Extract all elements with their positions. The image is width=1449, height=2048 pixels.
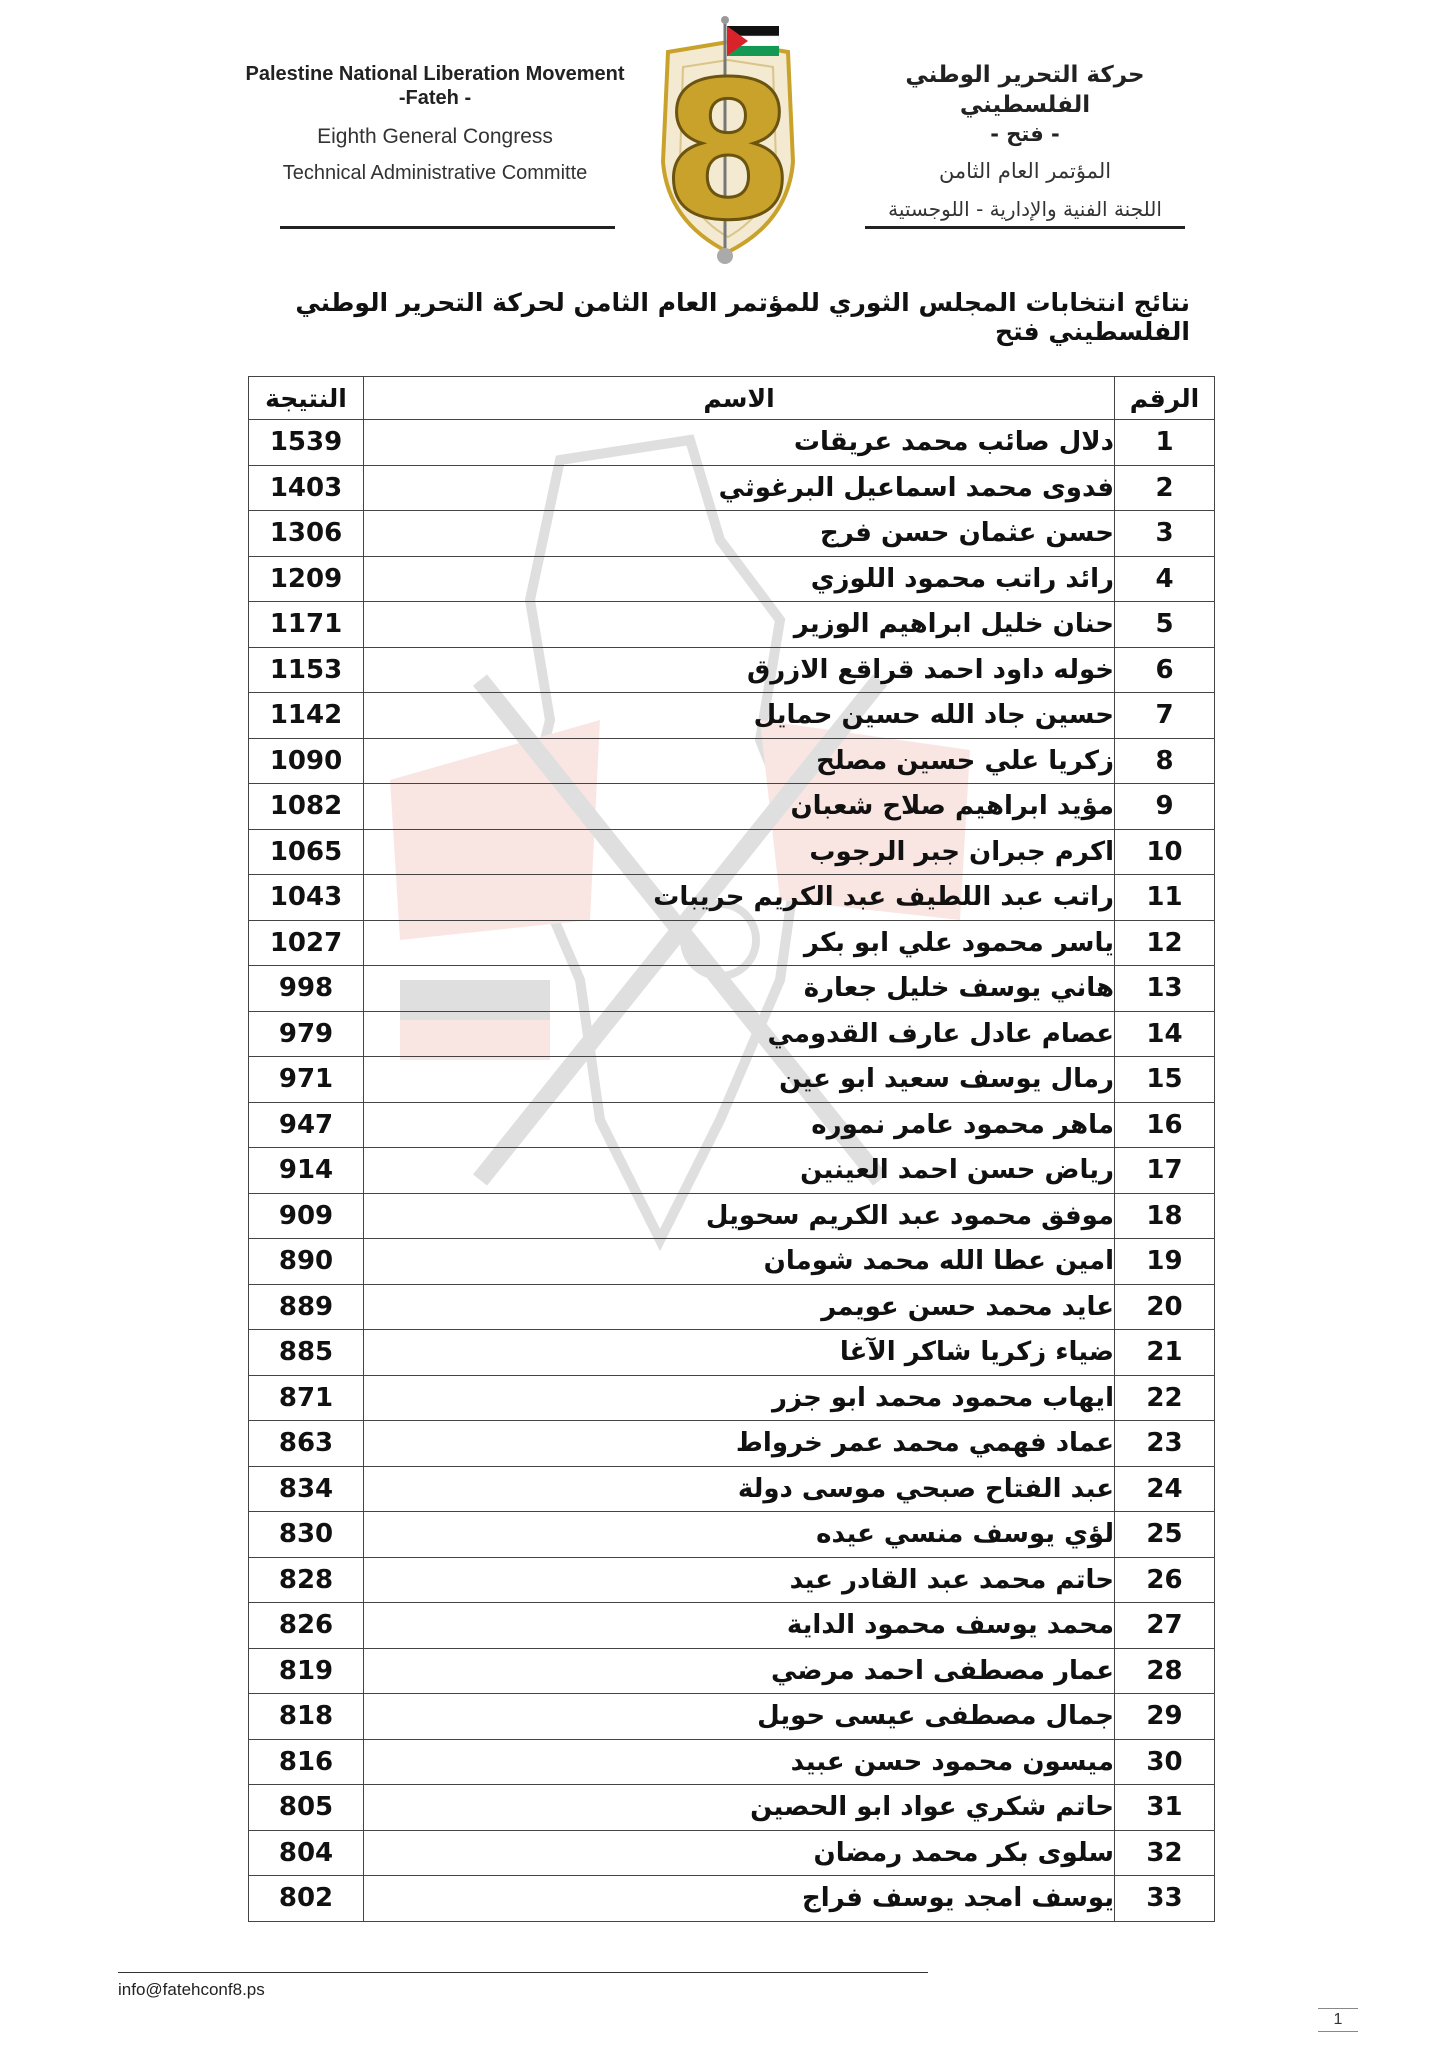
- row-result: 1306: [249, 511, 364, 557]
- table-row: [249, 920, 1215, 966]
- letterhead-arabic: [840, 60, 1210, 224]
- row-name: زكريا علي حسين مصلح: [364, 738, 1115, 784]
- org-fateh-en: -Fateh -: [398, 87, 472, 109]
- row-result: 1142: [249, 693, 364, 739]
- table-row: [249, 784, 1215, 830]
- row-result: 914: [249, 1148, 364, 1194]
- row-result: 998: [249, 966, 364, 1012]
- row-name: حنان خليل ابراهيم الوزير: [364, 602, 1115, 648]
- row-number: 27: [1115, 1603, 1215, 1649]
- table-row: [249, 1648, 1215, 1694]
- table-row: [249, 1603, 1215, 1649]
- row-number: 3: [1115, 511, 1215, 557]
- row-number: 25: [1115, 1512, 1215, 1558]
- row-name: سلوى بكر محمد رمضان: [364, 1830, 1115, 1876]
- org-fateh-ar: - فتح -: [990, 122, 1060, 146]
- row-number: 30: [1115, 1739, 1215, 1785]
- row-name: امين عطا الله محمد شومان: [364, 1239, 1115, 1285]
- table-body: [249, 420, 1215, 1922]
- results-table: [248, 376, 1215, 1922]
- row-result: 1082: [249, 784, 364, 830]
- footer-divider: [118, 1972, 928, 1973]
- row-result: 947: [249, 1102, 364, 1148]
- header-divider-left: [280, 226, 615, 229]
- table-header-row: [249, 377, 1215, 420]
- table-row: [249, 511, 1215, 557]
- column-header-number: الرقم: [1115, 377, 1215, 420]
- row-name: جمال مصطفى عيسى حويل: [364, 1694, 1115, 1740]
- table-row: [249, 602, 1215, 648]
- row-name: ضياء زكريا شاكر الآغا: [364, 1330, 1115, 1376]
- row-name: رياض حسن احمد العينين: [364, 1148, 1115, 1194]
- row-number: 29: [1115, 1694, 1215, 1740]
- row-name: عماد فهمي محمد عمر خرواط: [364, 1421, 1115, 1467]
- row-number: 16: [1115, 1102, 1215, 1148]
- row-number: 22: [1115, 1375, 1215, 1421]
- table-row: [249, 1876, 1215, 1922]
- row-number: 28: [1115, 1648, 1215, 1694]
- table-row: [249, 1102, 1215, 1148]
- table-row: [249, 875, 1215, 921]
- org-name-en: Palestine National Liberation Movement: [245, 63, 625, 85]
- row-number: 32: [1115, 1830, 1215, 1876]
- congress-name-en: Eighth General Congress: [317, 125, 553, 148]
- row-number: 21: [1115, 1330, 1215, 1376]
- row-name: ايهاب محمود محمد ابو جزر: [364, 1375, 1115, 1421]
- table-row: [249, 1330, 1215, 1376]
- row-name: يوسف امجد يوسف فراج: [364, 1876, 1115, 1922]
- column-header-name: الاسم: [364, 377, 1115, 420]
- row-number: 31: [1115, 1785, 1215, 1831]
- org-name-ar: حركة التحرير الوطني الفلسطيني: [905, 62, 1145, 118]
- row-name: مؤيد ابراهيم صلاح شعبان: [364, 784, 1115, 830]
- row-result: 834: [249, 1466, 364, 1512]
- row-result: 890: [249, 1239, 364, 1285]
- table-row: [249, 420, 1215, 466]
- row-result: 830: [249, 1512, 364, 1558]
- row-number: 7: [1115, 693, 1215, 739]
- committee-name-ar: اللجنة الفنية والإدارية - اللوجستية: [888, 197, 1162, 221]
- row-number: 4: [1115, 556, 1215, 602]
- table-row: [249, 1375, 1215, 1421]
- row-number: 33: [1115, 1876, 1215, 1922]
- row-result: 871: [249, 1375, 364, 1421]
- committee-name-en: Technical Administrative Committe: [282, 162, 588, 184]
- row-result: 1090: [249, 738, 364, 784]
- row-number: 19: [1115, 1239, 1215, 1285]
- row-name: ميسون محمود حسن عبيد: [364, 1739, 1115, 1785]
- table-row: [249, 1239, 1215, 1285]
- row-name: فدوى محمد اسماعيل البرغوثي: [364, 465, 1115, 511]
- table-row: [249, 1830, 1215, 1876]
- table-row: [249, 1785, 1215, 1831]
- row-name: حاتم شكري عواد ابو الحصين: [364, 1785, 1115, 1831]
- row-name: حاتم محمد عبد القادر عيد: [364, 1557, 1115, 1603]
- row-name: خوله داود احمد قراقع الازرق: [364, 647, 1115, 693]
- row-result: 828: [249, 1557, 364, 1603]
- table-row: [249, 1421, 1215, 1467]
- table-row: [249, 738, 1215, 784]
- table-row: [249, 647, 1215, 693]
- row-name: موفق محمود عبد الكريم سحويل: [364, 1193, 1115, 1239]
- row-number: 10: [1115, 829, 1215, 875]
- table-row: [249, 966, 1215, 1012]
- row-number: 26: [1115, 1557, 1215, 1603]
- table-row: [249, 1011, 1215, 1057]
- row-name: رائد راتب محمود اللوزي: [364, 556, 1115, 602]
- row-result: 909: [249, 1193, 364, 1239]
- header-divider-right: [865, 226, 1185, 229]
- row-number: 17: [1115, 1148, 1215, 1194]
- row-name: عصام عادل عارف القدومي: [364, 1011, 1115, 1057]
- table-row: [249, 1694, 1215, 1740]
- table-row: [249, 1512, 1215, 1558]
- column-header-result: النتيجة: [249, 377, 364, 420]
- row-number: 5: [1115, 602, 1215, 648]
- letterhead-english: [240, 62, 630, 186]
- row-name: عايد محمد حسن عويمر: [364, 1284, 1115, 1330]
- row-result: 1539: [249, 420, 364, 466]
- letterhead: [0, 0, 1449, 280]
- row-name: حسين جاد الله حسين حمايل: [364, 693, 1115, 739]
- row-result: 1403: [249, 465, 364, 511]
- row-result: 818: [249, 1694, 364, 1740]
- row-name: محمد يوسف محمود الداية: [364, 1603, 1115, 1649]
- row-number: 9: [1115, 784, 1215, 830]
- row-number: 8: [1115, 738, 1215, 784]
- row-number: 20: [1115, 1284, 1215, 1330]
- logo-number: 8: [661, 41, 795, 262]
- table-row: [249, 1739, 1215, 1785]
- table-row: [249, 465, 1215, 511]
- table-row: [249, 1284, 1215, 1330]
- row-name: هاني يوسف خليل جعارة: [364, 966, 1115, 1012]
- row-result: 1065: [249, 829, 364, 875]
- row-number: 11: [1115, 875, 1215, 921]
- congress-logo: [628, 12, 828, 272]
- row-result: 1209: [249, 556, 364, 602]
- page-number: 1: [1318, 2008, 1358, 2032]
- row-name: عمار مصطفى احمد مرضي: [364, 1648, 1115, 1694]
- row-number: 23: [1115, 1421, 1215, 1467]
- row-result: 804: [249, 1830, 364, 1876]
- row-result: 805: [249, 1785, 364, 1831]
- table-row: [249, 556, 1215, 602]
- row-name: اكرم جبران جبر الرجوب: [364, 829, 1115, 875]
- row-name: عبد الفتاح صبحي موسى دولة: [364, 1466, 1115, 1512]
- row-result: 826: [249, 1603, 364, 1649]
- logo-emblem-icon: [628, 12, 828, 272]
- table-row: [249, 1148, 1215, 1194]
- row-number: 18: [1115, 1193, 1215, 1239]
- row-name: لؤي يوسف منسي عيده: [364, 1512, 1115, 1558]
- congress-name-ar: المؤتمر العام الثامن: [938, 159, 1112, 183]
- row-result: 816: [249, 1739, 364, 1785]
- table-row: [249, 1193, 1215, 1239]
- footer-email: info@fatehconf8.ps: [118, 1980, 265, 1999]
- row-number: 24: [1115, 1466, 1215, 1512]
- row-result: 1043: [249, 875, 364, 921]
- row-number: 1: [1115, 420, 1215, 466]
- row-result: 1171: [249, 602, 364, 648]
- row-name: رمال يوسف سعيد ابو عين: [364, 1057, 1115, 1103]
- row-number: 15: [1115, 1057, 1215, 1103]
- row-number: 2: [1115, 465, 1215, 511]
- row-result: 863: [249, 1421, 364, 1467]
- row-result: 979: [249, 1011, 364, 1057]
- row-number: 13: [1115, 966, 1215, 1012]
- row-result: 889: [249, 1284, 364, 1330]
- row-result: 819: [249, 1648, 364, 1694]
- row-number: 12: [1115, 920, 1215, 966]
- table-row: [249, 693, 1215, 739]
- table-row: [249, 829, 1215, 875]
- row-number: 14: [1115, 1011, 1215, 1057]
- row-number: 6: [1115, 647, 1215, 693]
- row-name: حسن عثمان حسن فرج: [364, 511, 1115, 557]
- page-title: نتائج انتخابات المجلس الثوري للمؤتمر العام الثامن لحركة التحرير الوطني الفلسطيني فتح: [295, 288, 1190, 346]
- row-result: 802: [249, 1876, 364, 1922]
- row-result: 885: [249, 1330, 364, 1376]
- table-row: [249, 1057, 1215, 1103]
- row-name: راتب عبد اللطيف عبد الكريم حريبات: [364, 875, 1115, 921]
- table-row: [249, 1557, 1215, 1603]
- row-name: ماهر محمود عامر نموره: [364, 1102, 1115, 1148]
- table-row: [249, 1466, 1215, 1512]
- row-name: ياسر محمود علي ابو بكر: [364, 920, 1115, 966]
- row-result: 1027: [249, 920, 364, 966]
- row-name: دلال صائب محمد عريقات: [364, 420, 1115, 466]
- row-result: 971: [249, 1057, 364, 1103]
- row-result: 1153: [249, 647, 364, 693]
